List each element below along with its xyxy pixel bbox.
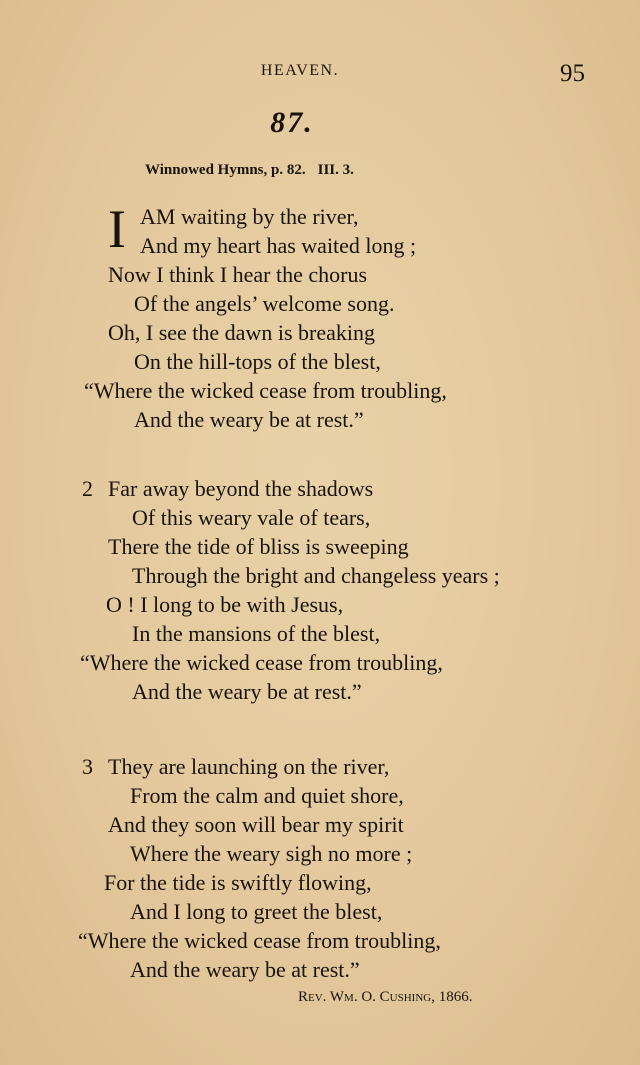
running-head: HEAVEN.	[260, 62, 340, 79]
verse-line: “Where the wicked cease from troubling,	[80, 650, 443, 675]
tune-meter: III. 3.	[317, 162, 354, 178]
page-number: 95	[560, 60, 585, 87]
verse-line: Oh, I see the dawn is breaking	[108, 320, 375, 345]
verse-line: Now I think I hear the chorus	[108, 262, 368, 287]
verse-line: On the hill-tops of the blest,	[134, 349, 381, 374]
verse-line: AM waiting by the river,	[140, 204, 359, 229]
verse-line: For the tide is swiftly flowing,	[104, 870, 372, 895]
verse-line: “Where the wicked cease from troubling,	[78, 928, 441, 953]
stanza-number: 2	[82, 476, 93, 501]
verse-line: And I long to greet the blest,	[130, 899, 383, 924]
verse-line: There the tide of bliss is sweeping	[108, 534, 409, 559]
verse-line: Of this weary vale of tears,	[132, 505, 371, 530]
verse-line: Where the weary sigh no more ;	[130, 841, 413, 866]
verse-line: Through the bright and changeless years ;	[132, 563, 500, 588]
verse-line: And my heart has waited long ;	[140, 233, 417, 258]
verse-line: O ! I long to be with Jesus,	[106, 592, 344, 617]
drop-cap: I	[108, 199, 126, 259]
verse-line: In the mansions of the blest,	[132, 621, 381, 646]
verse-line: And the weary be at rest.”	[134, 407, 364, 432]
verse-line: Far away beyond the shadows	[108, 476, 374, 501]
verse-line: And they soon will bear my spirit	[108, 812, 404, 837]
hymn-number: 87.	[270, 106, 314, 139]
verse-line: From the calm and quiet shore,	[130, 783, 404, 808]
tune-source: Winnowed Hymns, p. 82.	[145, 162, 306, 178]
attribution: Rev. Wm. O. Cushing, 1866.	[298, 989, 473, 1005]
verse-line: And the weary be at rest.”	[130, 957, 360, 982]
verse-line: And the weary be at rest.”	[132, 679, 362, 704]
stanza-number: 3	[82, 754, 93, 779]
tune-reference	[145, 162, 354, 179]
verse-line: They are launching on the river,	[108, 754, 390, 779]
verse-line: “Where the wicked cease from troubling,	[84, 378, 447, 403]
verse-line: Of the angels’ welcome song.	[134, 291, 395, 316]
